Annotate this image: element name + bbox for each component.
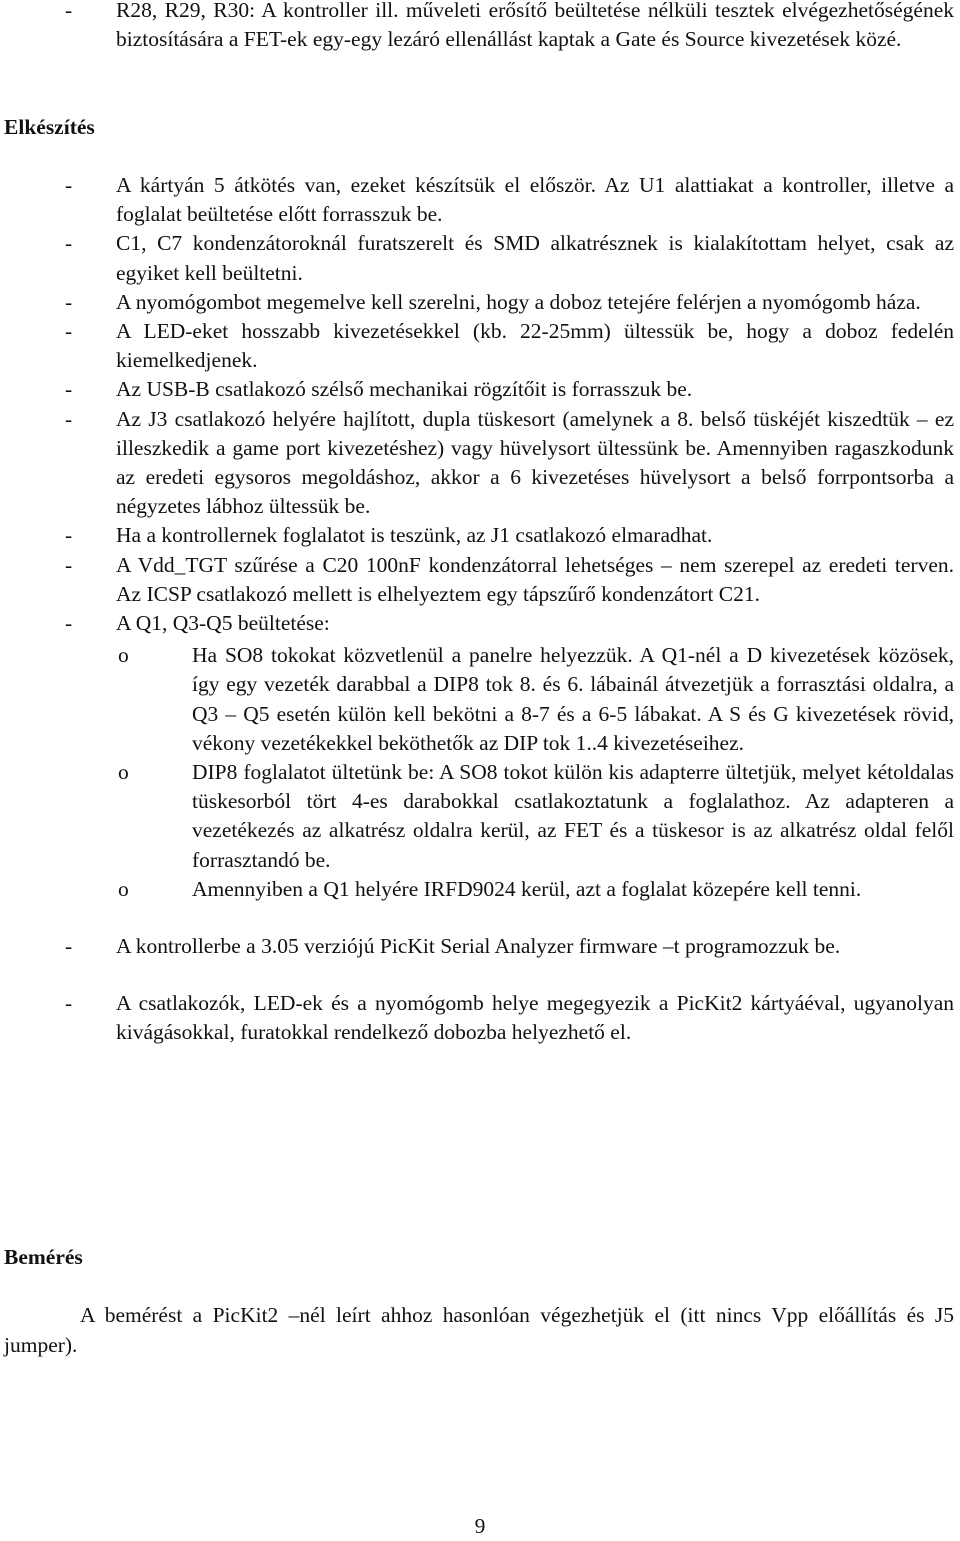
list-item	[0, 551, 960, 609]
list-marker: -	[65, 611, 73, 636]
list-item-text: A kártyán 5 átkötés van, ezeket készítsük el először. Az U1 alattiakat a kontroller, illetve a foglalat beültetése előtt forrasszuk be.	[116, 173, 954, 227]
list-item	[0, 405, 960, 522]
list-marker: -	[65, 934, 73, 959]
sub-list-item-text: Amennyiben a Q1 helyére IRFD9024 kerül, azt a foglalat közepére kell tenni.	[192, 876, 862, 901]
list-item	[0, 288, 960, 317]
list-item	[0, 521, 960, 550]
list-item	[0, 609, 960, 638]
list-item-text: C1, C7 kondenzátoroknál furatszerelt és SMD alkatrésznek is kialakítottam helyet, csak az egyiket kell beültetni.	[116, 231, 954, 285]
list-item-text: Az USB-B csatlakozó szélső mechanikai rögzítőit is forrasszuk be.	[116, 377, 693, 402]
intro-section	[0, 0, 960, 54]
list-item-text: A Q1, Q3-Q5 beültetése:	[116, 611, 330, 636]
list-marker: -	[65, 0, 73, 22]
sub-list-item	[0, 641, 960, 758]
list-marker: -	[65, 991, 73, 1016]
elkeszites-list	[0, 171, 960, 1048]
list-item-text: A nyomógombot megemelve kell szerelni, hogy a doboz tetejére felérjen a nyomógomb háza.	[116, 289, 921, 314]
sub-list-marker: o	[118, 643, 129, 668]
list-marker: -	[65, 377, 73, 402]
list-marker: -	[65, 552, 73, 577]
list-marker: -	[65, 406, 73, 431]
list-marker: -	[65, 289, 73, 314]
sub-list	[0, 641, 960, 904]
sub-list-marker: o	[118, 760, 129, 785]
list-item	[0, 932, 960, 961]
sub-list-item	[0, 875, 960, 904]
list-item-text: A kontrollerbe a 3.05 verziójú PicKit Serial Analyzer firmware –t programozzuk be.	[116, 934, 841, 959]
list-item-text: A csatlakozók, LED-ek és a nyomógomb helye megegyezik a PicKit2 kártyáéval, ugyanolyan kivágásokkal, furatokkal rendelkező dobozba helyezhető el.	[116, 991, 954, 1045]
list-item	[0, 171, 960, 229]
list-marker: -	[65, 173, 73, 197]
list-marker: -	[65, 523, 73, 548]
list-item	[0, 375, 960, 404]
list-item	[0, 229, 960, 287]
sub-list-item-text: DIP8 foglalatot ültetünk be: A SO8 tokot külön kis adapterre ültetjük, melyet kétoldalas tüskesorból tört 4-es darabokkal csatlakoztatunk a foglalathoz. Az adapteren a vezetékezés az alkatrész oldalra kerül, az FET és a tüskesor is az alkatrész oldal felől forrasztandó be.	[192, 760, 954, 872]
list-item-text: Ha a kontrollernek foglalatot is teszünk, az J1 csatlakozó elmaradhat.	[116, 523, 713, 548]
list-item-text: A LED-eket hosszabb kivezetésekkel (kb. 22-25mm) ültessük be, hogy a doboz fedelén kiemelkedjenek.	[116, 319, 954, 373]
section-heading-elkeszites: Elkészítés	[4, 115, 95, 139]
bemeres-paragraph: A bemérést a PicKit2 –nél leírt ahhoz hasonlóan végezhetjük el (itt nincs Vpp előállítás és J5 jumper).	[4, 1303, 954, 1357]
list-item	[0, 989, 960, 1047]
section-heading-bemeres: Bemérés	[4, 1245, 83, 1269]
late-list	[0, 932, 960, 1048]
sub-list-item	[0, 758, 960, 875]
list-item	[0, 317, 960, 375]
list-item	[0, 0, 960, 54]
sub-list-item-text: Ha SO8 tokokat közvetlenül a panelre helyezzük. A Q1-nél a D kivezetések közösek, így egy vezeték darabbal a DIP8 tok 8. és 6. lábainál átvezetjük a forrasztási oldalra, a Q3 – Q5 esetén külön kell bekötni a 8-7 és a 6-5 lábakat. A S és G kivezetések rövid, vékony vezetékekkel beköthetők az DIP tok 1..4 kivezetéseihez.	[192, 643, 954, 755]
list-item-text: A Vdd_TGT szűrése a C20 100nF kondenzátorral lehetséges – nem szerepel az eredeti terven. Az ICSP csatlakozó mellett is elhelyeztem egy tápszűrő kondenzátort C21.	[116, 552, 954, 606]
page-number: 9	[474, 1514, 486, 1538]
list-item-text: Az J3 csatlakozó helyére hajlított, dupla tüskesort (amelynek a 8. belső tüskéjét kiszedtük – ez illeszkedik a game port kivezetéshez) vagy hüvelysort ültessünk be. Amennyiben ragaszkodunk az eredeti egysoros megoldáshoz, akkor a 6 kivezetéses hüvelysort a belső forrpontsorba a négyzetes lábhoz ültessük be.	[116, 406, 954, 519]
list-item-text: R28, R29, R30: A kontroller ill. műveleti erősítő beültetése nélküli tesztek elvégezhetőségének biztosítására a FET-ek egy-egy lezáró ellenállást kaptak a Gate és Source kivezetések közé.	[116, 0, 954, 52]
list-marker: -	[65, 319, 73, 344]
sub-list-marker: o	[118, 876, 129, 901]
list-marker: -	[65, 231, 73, 256]
